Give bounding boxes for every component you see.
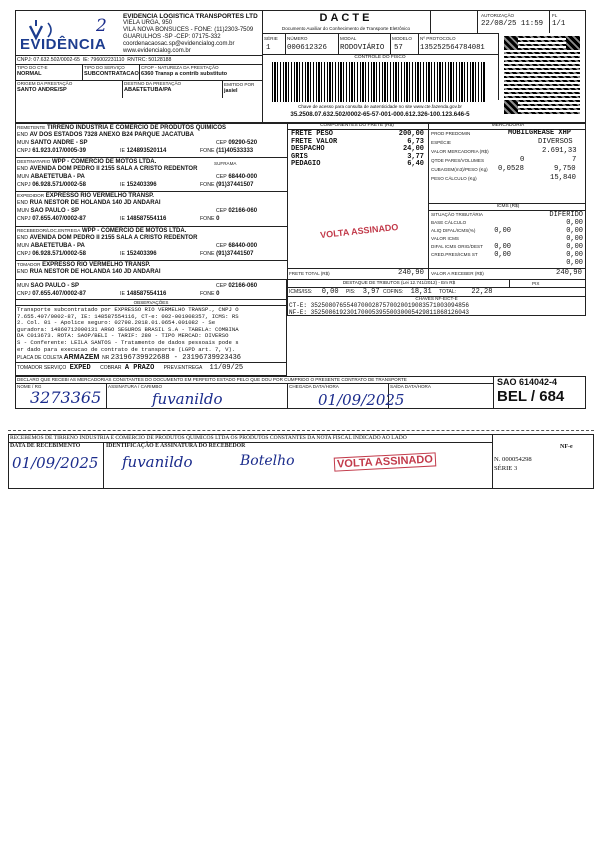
- icms-row: [431, 219, 583, 227]
- numero-label: NÚMERO: [287, 36, 308, 41]
- recebedor-ie: 152403396: [126, 251, 157, 257]
- origem-value: SANTO ANDRE/SP: [17, 87, 67, 93]
- frete-item-label: GRIS: [291, 152, 308, 161]
- sao-label: SAO 614042-4: [497, 377, 558, 387]
- company-address-2: VILA NOVA BONSUCES - FONE: (11)2303-7509: [123, 27, 254, 34]
- company-address: VIELA URGA, 950: [123, 20, 173, 27]
- tomador-cnpj: 07.655.407/0002-87: [32, 291, 86, 297]
- tomador-ie: 148587554116: [126, 291, 167, 297]
- remetente-fone: (11)40533333: [216, 148, 254, 154]
- chaves-header: CHAVES NF-E/CT-E: [415, 296, 458, 301]
- expedidor-fone: 0: [216, 216, 220, 222]
- tipo-servico-value: SUBCONTRATACAO: [84, 71, 139, 77]
- canhoto-signature-2: Botelho: [240, 453, 295, 469]
- icms-row-label: DIFAL ICMS ORIG/DEST: [431, 244, 483, 249]
- remetente-fone-line: FONE (11)40533333: [200, 148, 254, 154]
- destinatario-fone: (91)37441507: [216, 182, 254, 188]
- chaves-list: [289, 302, 469, 316]
- tributos-values: ICMS/ISS: 0,00 PIS: 3,97 COFINS: 18,31 TOTAL: 22,28: [289, 288, 493, 296]
- recebedor-end: AVENIDA DOM PEDRO II 2155 SALA A CRISTO REDENTOR: [29, 235, 198, 241]
- frete-item-value: 200,00: [398, 130, 424, 138]
- saida-label: SAÍDA DATA/HORA: [390, 384, 431, 389]
- nfe-serie: SÉRIE 3: [494, 465, 518, 472]
- chave-hint: Chave de acesso para consulta de autenticidade no site www.cte.fazenda.gov.br: [298, 104, 462, 109]
- expedidor-cnpj: 07.655.407/0002-87: [32, 216, 86, 222]
- remetente-cep-line: CEP 09290-520: [216, 140, 258, 146]
- chave-nfe: NF-E: 35250861923017000539550030005429811868126043: [289, 309, 470, 316]
- nfe-number: N. 000054298: [494, 456, 532, 463]
- expedidor-mun: SAO PAULO - SP: [30, 208, 80, 214]
- handwritten-mark: 2: [96, 16, 107, 36]
- chegada-label: CHEGADA DATA/HORA: [289, 384, 339, 389]
- protocolo-value: 135252564784081: [420, 44, 485, 52]
- frete-item-label: DESPACHO: [291, 145, 325, 154]
- bel-label: BEL / 684: [497, 388, 565, 405]
- canhoto-stamp: VOLTA ASSINADO: [334, 452, 437, 471]
- prod-value: MOBILGREASE XHP: [508, 129, 572, 137]
- pix-label: PIX: [532, 281, 540, 286]
- icms-row-label: ALIQ DIFAL/ICMS(%): [431, 228, 476, 233]
- remetente-end: AV DOS ESTADOS 7328 ANEXO B24 PARQUE JACATUBA: [29, 132, 194, 138]
- fl-label: FL: [552, 13, 558, 18]
- company-address-3: GUARULHOS -SP -CEP: 07175-332: [123, 34, 221, 41]
- remetente-name-line: [17, 125, 226, 131]
- tomador-end: RUA NESTOR DE HOLANDA 140 JD ANDARAI: [29, 269, 161, 275]
- qr-code-icon: [504, 36, 580, 114]
- observacoes-text: [17, 307, 239, 353]
- company-info: [123, 13, 258, 56]
- protocolo-label: Nº PROTOCOLO: [420, 36, 456, 41]
- handwritten-signature: fuvanildo: [152, 390, 223, 408]
- expedidor-cep: 02166-060: [228, 208, 258, 214]
- nfe-label: NF-e: [560, 444, 573, 450]
- company-registration: [17, 57, 171, 63]
- page-title: DACTE: [319, 12, 373, 24]
- expedidor-end: RUA NESTOR DE HOLANDA 140 JD ANDARAI: [29, 200, 161, 206]
- company-cnpj: CNPJ: 07.632.502/0002-65: [17, 57, 80, 63]
- remetente-label: REMETENTE: [17, 125, 46, 130]
- cubagem-a: 0,0528: [498, 165, 524, 173]
- placa-value: ARMAZEM: [63, 354, 100, 361]
- icms-row-a: 0,00: [494, 227, 511, 235]
- recebedor-name-line: [17, 228, 186, 234]
- frete-item-value: 3,77: [407, 152, 424, 161]
- icms-row-b: 0,00: [566, 227, 583, 235]
- icms-row-b: 0,00: [566, 251, 583, 259]
- icmsiss-value: 0,00: [321, 288, 339, 296]
- modal-label: MODAL: [340, 36, 357, 41]
- observacao-line: 2. Col. 01 - Apolice seguro: 02798.2018.01.0654.001082 - Se: [17, 319, 216, 327]
- volta-assinado-stamp: VOLTA ASSINADO: [319, 221, 399, 241]
- emitido-value: jasiel: [224, 88, 238, 94]
- recebedor-cnpj: 06.928.571/0002-58: [32, 251, 86, 257]
- tipo-cte-label: TIPO DO CT-E: [17, 65, 48, 70]
- data-recebimento-label: DATA DE RECEBIMENTO: [10, 443, 81, 449]
- fl-value: 1/1: [552, 20, 566, 28]
- identificacao-label: IDENTIFICAÇÃO E ASSINATURA DO RECEBEDOR: [106, 443, 246, 449]
- icms-row-b: DIFERIDO: [549, 211, 583, 219]
- icms-row: [431, 235, 583, 243]
- observacao-line: er dado para execucao de contrato de transporte (LGPD art. 7, V).: [17, 345, 236, 353]
- frete-header: COMPONENTES DO FRETE (R$): [320, 123, 394, 128]
- frete-item-value: 24,00: [402, 145, 424, 154]
- valor-mercadoria-label: VALOR MERCADORIA (R$): [431, 149, 489, 154]
- serie-value: 1: [266, 44, 271, 52]
- icms-row-a: 0,00: [494, 251, 511, 259]
- logo-text: EVIDÊNCIA: [20, 36, 107, 53]
- mercadoria-header: MERCADORIA: [491, 123, 525, 128]
- expedidor-label: EXPEDIDOR: [17, 193, 45, 198]
- especie-label: ESPÉCIE: [431, 140, 451, 145]
- chave-cte: CT-E: 35250807655407000287570020019083571003094856: [289, 302, 470, 309]
- icms-row-label: BASE CÁLCULO: [431, 220, 467, 225]
- cobrar-value: A PRAZO: [124, 364, 155, 372]
- icms-row: [431, 243, 583, 251]
- assinatura-label: ASSINATURA / CARIMBO: [108, 384, 163, 389]
- observacao-line: DA C013673. ROTA: SAOP/BELI - TARIF: 280 - TIPO MERCAD: DIVERSO: [17, 332, 229, 340]
- modelo-value: 57: [394, 44, 403, 52]
- controle-fisco-label: CONTROLE DO FISCO: [354, 55, 406, 60]
- destino-value: ABAETETUBA/PA: [124, 87, 172, 93]
- recebedor-label: RECEBEDOR/LOC.ENTREGA: [17, 228, 81, 233]
- icms-row-b: 0,00: [566, 219, 583, 227]
- icms-row-a: 0,00: [494, 243, 511, 251]
- destino-label: DESTINO DA PRESTAÇÃO: [124, 81, 182, 86]
- chave-acesso: 35.2508.07.632.502/0002-65-57-001-000.612.326-100.123.646-5: [290, 111, 470, 118]
- prev-entrega-value: 11/09/25: [209, 364, 244, 372]
- serie-label: SÉRIE: [264, 36, 278, 41]
- prod-label: PROD PREDOMIN: [431, 131, 471, 136]
- peso-calculo-label: PESO CÁLCULO (Kg): [431, 176, 477, 181]
- tomador-servico-value: EXPED: [69, 364, 91, 372]
- recebedor-name: WPP - COMERCIO DE MOTOS LTDA.: [81, 228, 187, 234]
- frete-item-value: 6,73: [407, 137, 424, 146]
- remetente-mun: SANTO ANDRE - SP: [30, 140, 88, 146]
- company-site: www.evidencialog.com.br: [123, 48, 191, 55]
- destinatario-name: WPP - COMERCIO DE MOTOS LTDA.: [51, 159, 157, 165]
- destinatario-end: AVENIDA DOM PEDRO II 2155 SALA A CRISTO REDENTOR: [29, 166, 198, 172]
- company-rntrc: RNTRC: 50128188: [127, 57, 172, 63]
- modelo-label: MODELO: [392, 36, 412, 41]
- recebedor-fone: (91)37441507: [216, 251, 254, 257]
- company-name: EVIDENCIA LOGISTICA TRANSPORTES LTD: [123, 13, 258, 20]
- cfop-label: CFOP - NATUREZA DA PRESTAÇÃO: [141, 65, 219, 70]
- icms-header: ICMS (R$): [496, 204, 520, 209]
- company-email: coordenacaosac.sp@evidencialog.com.br: [123, 41, 235, 48]
- tomador-name: EXPRESSO RIO VERMELHO TRANSP.: [42, 262, 151, 268]
- icms-row-b: 0,00: [566, 235, 583, 243]
- tipo-cte-value: NORMAL: [17, 71, 42, 77]
- canhoto-handwritten-date: 01/09/2025: [12, 454, 99, 472]
- frete-item-label: FRETE PESO: [291, 130, 334, 138]
- auth-label: AUTORIZAÇÃO: [481, 13, 515, 18]
- icms-row: [431, 251, 583, 259]
- icms-row-b: 0,00: [566, 259, 583, 267]
- frete-item-value: 6,40: [407, 160, 424, 169]
- observacao-line: 7.655.407/0002-87, IE: 148587554116, CT-e: 002-001908357, ICMS: RS: [17, 312, 239, 320]
- valor-mercadoria-value: 2.691,33: [542, 147, 577, 155]
- origem-label: ORIGEM DA PRESTAÇÃO: [17, 81, 73, 86]
- remetente-end-line: END AV DOS ESTADOS 7328 ANEXO B24 PARQUE JACATUBA: [17, 132, 194, 138]
- remetente-cnpj: 61.923.017/0005-39: [32, 148, 86, 154]
- qtde-a: 0: [520, 156, 525, 164]
- canhoto-header: RECEBEMOS DE TIRRENO INDUSTRIA E COMERCIO DE PRODUTOS QUIMICOS LTDA OS PRODUTOS CONSTANTES DA NOTA FISCAL INDICADO AO LADO: [10, 435, 407, 441]
- remetente-cep: 09290-520: [228, 140, 258, 146]
- emitido-label: EMITIDO POR: [224, 82, 255, 87]
- frete-item-label: FRETE VALOR: [291, 137, 338, 146]
- destinatario-name-line: [17, 159, 156, 165]
- icms-row-label: VALOR ICMS: [431, 236, 459, 241]
- tomador-label: TOMADOR: [17, 262, 41, 267]
- handwritten-rg: 3273365: [30, 388, 102, 407]
- tributos-total-value: 22,28: [471, 288, 493, 296]
- company-ie: IE: 796002231110: [82, 57, 125, 63]
- cubagem-b: 9,750: [554, 165, 576, 173]
- tipo-servico-label: TIPO DO SERVIÇO: [84, 65, 125, 70]
- expedidor-name: EXPRESSO RIO VERMELHO TRANSP.: [45, 193, 154, 199]
- cfop-value: 6360 Transp a contrib substituto: [141, 71, 228, 77]
- icms-row: [431, 211, 583, 219]
- cubagem-label: CUBAGEM(m3)/PESO (Kg): [431, 167, 488, 172]
- frete-total-value: 240,90: [398, 269, 424, 277]
- recebedor-cep: 68440-000: [228, 243, 258, 249]
- cobranca-line: TOMADOR SERVIÇO EXPED COBRAR A PRAZO PREV.ENTREGA 11/09/25: [17, 364, 244, 372]
- remetente-mun-line: MUN SANTO ANDRE - SP: [17, 140, 88, 146]
- placa-line: PLACA DE COLETA ARMAZEM NR 23196739922688 - 23196739923436: [17, 354, 242, 362]
- numero-value: 000612326: [287, 44, 327, 52]
- destinatario-mun: ABAETETUBA - PA: [30, 174, 85, 180]
- icms-row-b: 0,00: [566, 243, 583, 251]
- expedidor-ie: 148587554116: [126, 216, 167, 222]
- valor-receber-value: 240,90: [556, 269, 582, 277]
- frete-item-label: PEDAGIO: [291, 160, 321, 169]
- cofins-value: 18,31: [410, 288, 432, 296]
- frete-total-label: FRETE TOTAL (R$): [289, 271, 330, 276]
- icms-row: [431, 259, 583, 267]
- especie-value: DIVERSOS: [538, 138, 573, 146]
- access-key-barcode: [272, 62, 486, 102]
- observacao-line: S - Conferente: LEILA SANTOS - Tratamento de dados pessoais pode s: [17, 338, 239, 346]
- peso-calculo-value: 15,840: [550, 174, 576, 182]
- handwritten-date: 01/09/2025: [318, 391, 405, 409]
- icms-row: [431, 227, 583, 235]
- frete-item: [291, 160, 424, 168]
- qtde-b: 7: [572, 156, 577, 164]
- qtde-label: QTDE PARES/VOLUMES: [431, 158, 485, 163]
- declaracao-text: DECLARO QUE RECEBI AS MERCADORIAS CONSTANTES DO DOCUMENTO EM PERFEITO ESTADO PELO QUE DOU POR CUMPRIDO O PRESENTE CONTRATO DE TRANSPORTE: [17, 377, 407, 382]
- nome-rg-label: NOME / RG: [17, 384, 42, 389]
- observacao-line: guradora: 14860712000131 ARGO SEGUROS BRASIL S.A - TABELA: COMBINA: [17, 325, 239, 333]
- remetente-cnpj-line: CNPJ 61.923.017/0005-39: [17, 148, 86, 154]
- recebedor-mun: ABAETETUBA - PA: [30, 243, 85, 249]
- observacoes-header: OBSERVAÇÕES: [133, 300, 169, 305]
- expedidor-name-line: [17, 193, 154, 199]
- destinatario-cep: 68440-000: [228, 174, 258, 180]
- destinatario-cnpj: 06.928.571/0002-58: [32, 182, 86, 188]
- tomador-cep: 02166-060: [228, 283, 258, 289]
- modal-value: RODOVIÁRIO: [340, 44, 385, 52]
- suframa-label: SUFRAMA: [214, 161, 237, 166]
- tomador-name-line: [17, 262, 150, 268]
- tomador-fone: 0: [216, 291, 220, 297]
- remetente-ie-line: IE 124893520114: [120, 148, 167, 154]
- tributos-header: DESTAQUE DE TRIBUTOS (Lei 12.741/2012) - Em R$: [342, 280, 456, 285]
- icms-row-label: CRED.PRES/ICMS ST: [431, 252, 478, 257]
- observacao-line: Transporte subcontratado por EXPRESSO RIO VERMELHO TRANSP., CNPJ O: [17, 306, 239, 313]
- canhoto-signature: fuvanildo: [122, 453, 193, 471]
- tomador-mun: SAO PAULO - SP: [30, 283, 80, 289]
- destinatario-ie: 152403396: [126, 182, 157, 188]
- destinatario-label: DESTINATARIO: [17, 159, 51, 164]
- page-subtitle: Documento Auxiliar do Conhecimento de Transporte Eletrônico: [281, 26, 411, 31]
- remetente-name: TIRRENO INDUSTRIA E COMERCIO DE PRODUTOS QUIMICOS: [47, 125, 227, 131]
- pis-value: 3,97: [362, 288, 380, 296]
- valor-receber-label: VALOR A RECEBER (R$): [431, 271, 484, 276]
- remetente-ie: 124893520114: [126, 148, 167, 154]
- nr-value: 23196739922688 - 23196739923436: [110, 354, 242, 362]
- icms-row-label: SITUAÇÃO TRIBUTÁRIA: [431, 212, 483, 217]
- auth-value: 22/08/25 11:59: [481, 20, 544, 28]
